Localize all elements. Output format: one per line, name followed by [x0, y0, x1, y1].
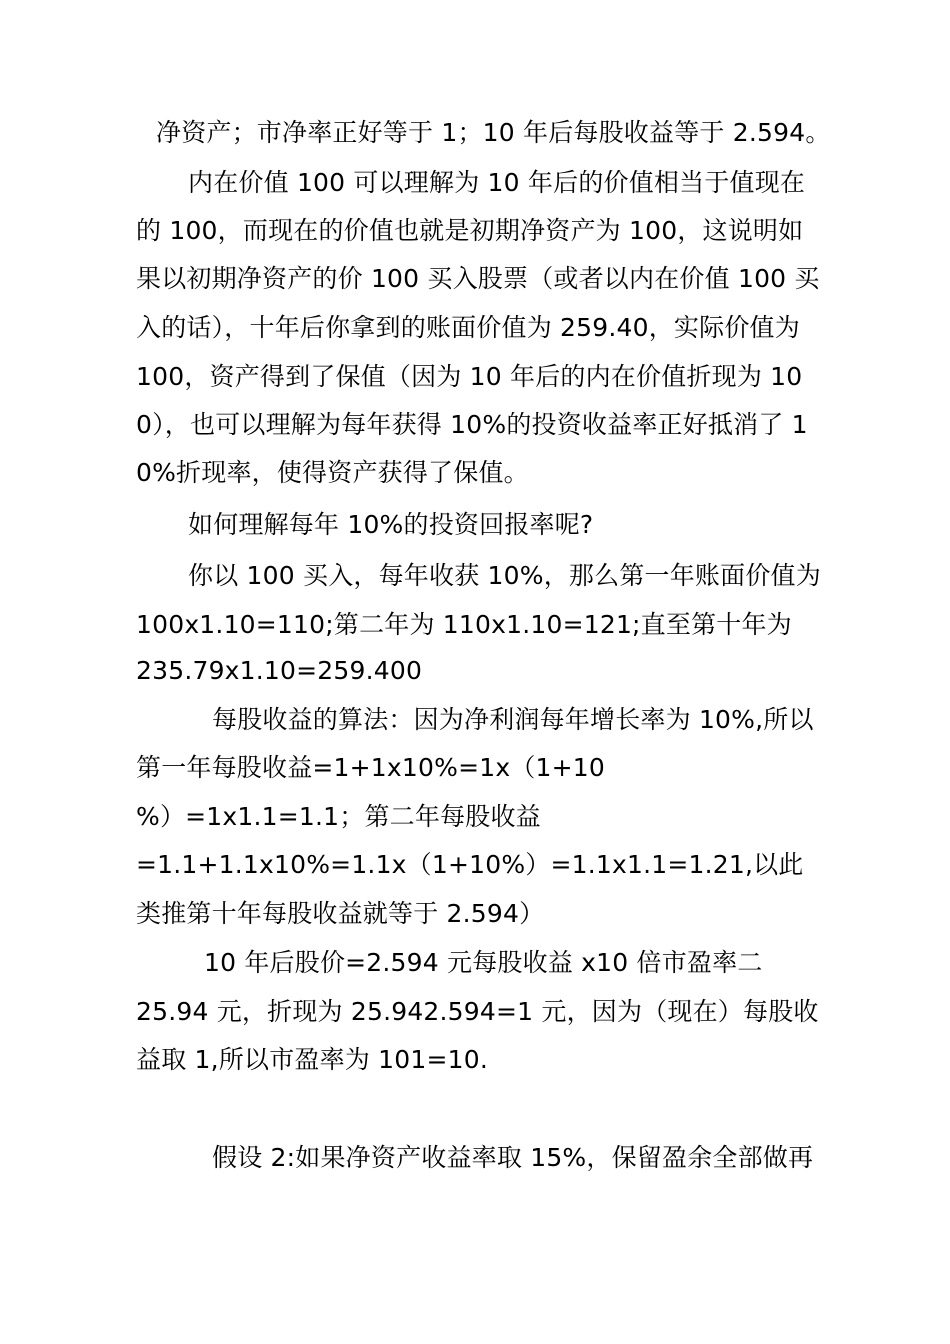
text-line: %）=1x1.1=1.1；第二年每股收益: [136, 802, 541, 831]
text-line: 每股收益的算法：因为净利润每年增长率为 10%,所以: [212, 705, 814, 734]
text-line: 0），也可以理解为每年获得 10%的投资收益率正好抵消了 1: [136, 410, 808, 439]
text-line: 你以 100 买入，每年收获 10%，那么第一年账面价值为: [188, 561, 821, 590]
text-line: 类推第十年每股收益就等于 2.594）: [136, 899, 545, 928]
text-line: 入的话），十年后你拿到的账面价值为 259.40，实际价值为: [136, 313, 800, 342]
text-line: 100，资产得到了保值（因为 10 年后的内在价值折现为 10: [136, 362, 803, 391]
text-line: 100x1.10=110;第二年为 110x1.10=121;直至第十年为: [136, 610, 792, 639]
text-line: 235.79x1.10=259.400: [136, 656, 423, 685]
text-line: 如何理解每年 10%的投资回报率呢?: [188, 510, 594, 539]
text-line: 10 年后股价=2.594 元每股收益 x10 倍市盈率二: [204, 948, 763, 977]
text-line: 25.94 元，折现为 25.942.594=1 元，因为（现在）每股收: [136, 997, 819, 1026]
text-line: 的 100，而现在的价值也就是初期净资产为 100，这说明如: [136, 216, 804, 245]
text-line: 净资产；市净率正好等于 1；10 年后每股收益等于 2.594。: [156, 118, 831, 147]
text-line: 假设 2:如果净资产收益率取 15%，保留盈余全部做再: [212, 1143, 814, 1172]
text-line: 益取 1,所以市盈率为 101=10.: [136, 1045, 488, 1074]
text-line: 内在价值 100 可以理解为 10 年后的价值相当于值现在: [188, 168, 806, 197]
text-line: 第一年每股收益=1+1x10%=1x（1+10: [136, 753, 605, 782]
text-line: 果以初期净资产的价 100 买入股票（或者以内在价值 100 买: [136, 264, 820, 293]
text-line: =1.1+1.1x10%=1.1x（1+10%）=1.1x1.1=1.21,以此: [136, 850, 804, 879]
text-line: 0%折现率，使得资产获得了保值。: [136, 458, 529, 487]
